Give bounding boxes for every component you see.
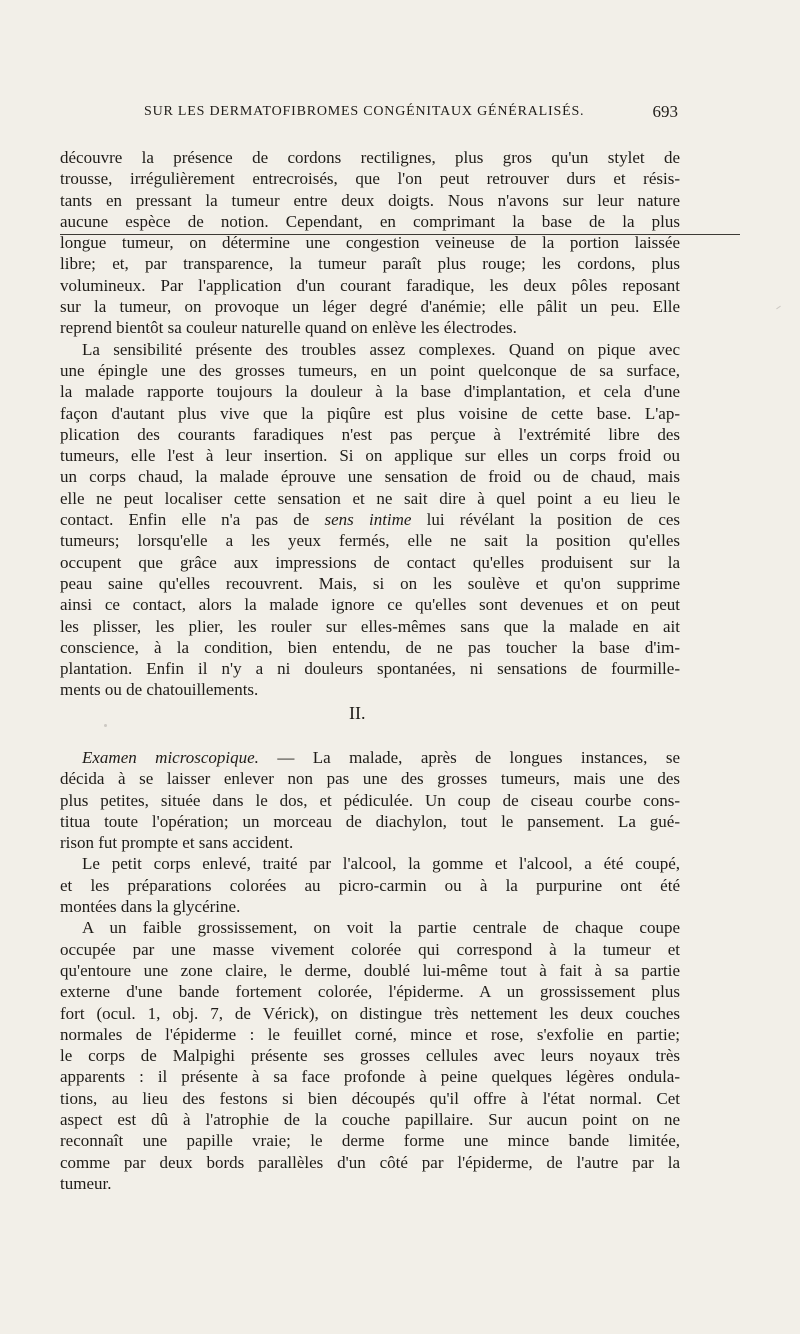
text-line: peau saine qu'elles recouvrent. Mais, si on les soulève et qu'on supprime: [60, 573, 680, 593]
text-line: elle ne peut localiser cette sensation et ne sait dire à quel point a eu lieu le: [60, 488, 680, 508]
text-line: la malade rapporte toujours la douleur à la base d'implantation, et cela d'une: [60, 382, 680, 402]
text-line: sur la tumeur, on provoque un léger degré d'anémie; elle pâlit un peu. Elle: [60, 297, 680, 317]
text-line: plication des courants faradiques n'est pas perçue à l'extrémité libre des: [60, 424, 680, 444]
section-two-text: [60, 747, 680, 1194]
text-line: libre; et, par transparence, la tumeur paraît plus rouge; les cordons, plus: [60, 254, 680, 274]
running-title: SUR LES DERMATOFIBROMES CONGÉNITAUX GÉNÉRALISÉS.: [144, 104, 585, 119]
section-heading-line: [60, 747, 680, 768]
text-line: tumeurs, elle l'est à leur insertion. Si on applique sur elles un corps froid ou: [60, 446, 680, 466]
text-line: ments ou de chatouillements.: [60, 680, 259, 700]
text-line: les plisser, les plier, les rouler sur elles-mêmes sans que la malade en ait: [60, 616, 680, 636]
section-heading: Examen microscopique.: [82, 748, 259, 767]
paragraph-first-line: Le petit corps enlevé, traité par l'alcool, la gomme et l'alcool, a été coupé,: [82, 854, 680, 874]
text-line: occupée par une masse vivement colorée qui correspond à la tumeur et: [60, 939, 680, 959]
paragraph-first-line: A un faible grossissement, on voit la partie centrale de chaque coupe: [82, 918, 680, 938]
text-fragment: lui révélant la position de ces: [426, 510, 681, 530]
page-number: 693: [652, 102, 678, 121]
text-line: tions, au lieu des festons si bien découpés qu'il offre à l'état normal. Cet: [60, 1088, 680, 1108]
paragraph-first-line: La sensibilité présente des troubles assez complexes. Quand on pique avec: [82, 339, 680, 359]
text-line: plantation. Enfin il n'y a ni douleurs spontanées, ni sensations de fourmille-: [60, 659, 680, 679]
print-speck: [776, 306, 781, 310]
text-line: décida à se laisser enlever non pas une des grosses tumeurs, mais une des: [60, 769, 680, 789]
text-line: et les préparations colorées au picro-carmin ou à la purpurine ont été: [60, 875, 680, 895]
text-line: comme par deux bords parallèles d'un côté par l'épiderme, de l'autre par la: [60, 1152, 680, 1172]
text-line: externe d'une bande fortement colorée, l'épiderme. A un grossissement plus: [60, 982, 680, 1002]
text-line: reconnaît une papille vraie; le derme forme une mince bande limitée,: [60, 1131, 680, 1151]
text-fragment: — La malade, après de longues instances, se: [277, 748, 681, 767]
text-line: occupent que grâce aux impressions de contact qu'elles produisent sur la: [60, 552, 680, 572]
text-line: conscience, à la condition, bien entendu, de ne pas toucher la base d'im-: [60, 637, 680, 657]
text-line: montées dans la glycérine.: [60, 897, 241, 917]
section-one-text: [60, 147, 680, 701]
italic-phrase: sens intime: [324, 510, 412, 530]
text-line: découvre la présence de cordons rectilignes, plus gros qu'un stylet de: [60, 148, 680, 167]
print-speck: [459, 1155, 461, 1157]
text-line: qu'entoure une zone claire, le derme, doublé lui-même tout à fait à sa partie: [60, 960, 680, 980]
text-line: façon d'autant plus vive que la piqûre est plus voisine de cette base. L'ap-: [60, 403, 680, 423]
running-head: [60, 104, 680, 128]
text-line-with-italic: [60, 509, 680, 530]
text-line: tumeur.: [60, 1173, 112, 1193]
text-line: volumineux. Par l'application d'un courant faradique, les deux pôles reposant: [60, 275, 680, 295]
text-line: plus petites, située dans le dos, et pédiculée. Un coup de ciseau courbe cons-: [60, 790, 680, 810]
text-line: apparents : il présente à sa face profonde à peine quelques légères ondula-: [60, 1067, 680, 1087]
text-line: un corps chaud, la malade éprouve une sensation de froid ou de chaud, mais: [60, 467, 680, 487]
text-line: rison fut prompte et sans accident.: [60, 833, 294, 853]
text-line: tumeurs; lorsqu'elle a les yeux fermés, elle ne sait la position qu'elles: [60, 531, 680, 551]
text-line: trousse, irrégulièrement entrecroisés, que l'on peut retrouver durs et résis-: [60, 169, 680, 189]
section-number: II.: [349, 703, 366, 723]
text-line: normales de l'épiderme : le feuillet corné, mince et rose, s'exfolie en partie;: [60, 1024, 680, 1044]
text-fragment: contact. Enfin elle n'a pas de: [60, 510, 310, 530]
text-line: une épingle une des grosses tumeurs, en un point quelconque de sa surface,: [60, 360, 680, 380]
text-line: aspect est dû à l'atrophie de la couche papillaire. Sur aucun point on ne: [60, 1110, 680, 1130]
text-line: reprend bientôt sa couleur naturelle quand on enlève les électrodes.: [60, 318, 517, 338]
print-speck: [104, 724, 107, 727]
text-line: fort (ocul. 1, obj. 7, de Vérick), on distingue très nettement les deux couches: [60, 1003, 680, 1023]
text-line: titua toute l'opération; un morceau de diachylon, tout le pansement. La gué-: [60, 811, 680, 831]
text-line: longue tumeur, on détermine une congestion veineuse de la portion laissée: [60, 233, 680, 253]
text-line: le corps de Malpighi présente ses grosses cellules avec leurs noyaux très: [60, 1046, 680, 1066]
text-line: tants en pressant la tumeur entre deux doigts. Nous n'avons sur leur nature: [60, 190, 680, 210]
text-line: ainsi ce contact, alors la malade ignore ce qu'elles sont devenues et on peut: [60, 595, 680, 615]
text-line: aucune espèce de notion. Cependant, en comprimant la base de la plus: [60, 211, 680, 231]
